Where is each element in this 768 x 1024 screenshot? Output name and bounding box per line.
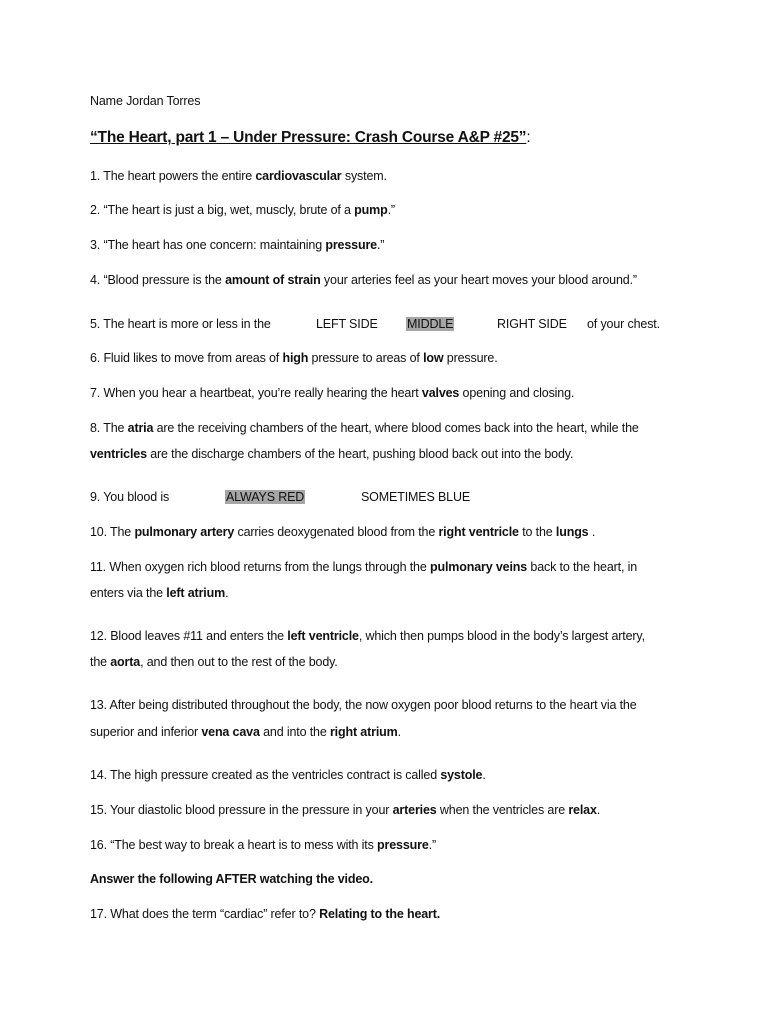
q10-answer-right-ventricle: right ventricle [438,525,519,539]
q5-option-right-side: RIGHT SIDE [497,317,567,331]
q13-tail: . [397,725,401,739]
question-13-line-2 [90,725,401,739]
question-12-line-1 [90,629,645,643]
question-7 [90,386,574,400]
q10-tail: . [588,525,596,539]
q4-tail: your arteries feel as your heart moves your blood around.” [320,273,637,287]
q5-tail: of your chest. [587,317,660,331]
q6-stem: 6. Fluid likes to move from areas of [90,351,283,365]
q2-stem: 2. “The heart is just a big, wet, muscly, brute of a [90,203,355,217]
q13-answer-vena-cava: vena cava [201,725,260,739]
q3-tail: .” [376,238,385,252]
q11-stem-2: enters via the [90,586,167,600]
question-3 [90,238,384,252]
question-2 [90,203,395,217]
q6-tail: pressure. [443,351,498,365]
q6-answer-high: high [282,351,309,365]
q5-option-left-side: LEFT SIDE [316,317,378,331]
question-11-line-1 [90,560,637,574]
q6-answer-low: low [423,351,444,365]
q3-answer: pressure [325,238,377,252]
q7-stem: 7. When you hear a heartbeat, you’re really hearing the heart [90,386,422,400]
q16-stem: 16. “The best way to break a heart is to mess with its [90,838,378,852]
q16-answer: pressure [377,838,429,852]
q4-stem: 4. “Blood pressure is the [90,273,226,287]
q17-stem: 17. What does the term “cardiac” refer to? [90,907,320,921]
q5-option-middle-selected: MIDDLE [407,317,454,331]
q8-tail: are the discharge chambers of the heart, pushing blood back out into the body. [146,447,574,461]
q9-option-always-red-selected: ALWAYS RED [226,490,305,504]
q8-middle: are the receiving chambers of the heart, where blood comes back into the heart, while the [153,421,639,435]
q10-middle-2: to the [518,525,556,539]
question-8-line-1 [90,421,639,435]
title-colon: : [526,129,531,146]
q11-tail: . [225,586,229,600]
question-16 [90,838,436,852]
q15-answer-relax: relax [568,803,597,817]
q7-tail: opening and closing. [459,386,575,400]
q10-answer-lungs: lungs [555,525,589,539]
q12-middle: , which then pumps blood in the body’s largest artery, [358,629,645,643]
q13-answer-right-atrium: right atrium [329,725,398,739]
q1-answer: cardiovascular [255,169,342,183]
question-8-line-2 [90,447,573,461]
question-12-line-2 [90,655,338,669]
q9-option-sometimes-blue: SOMETIMES BLUE [361,490,471,504]
q14-answer: systole [440,768,483,782]
q2-tail: .” [387,203,395,217]
q12-stem-2: the [90,655,111,669]
q11-middle: back to the heart, in [527,560,638,574]
q15-answer-arteries: arteries [392,803,437,817]
q3-stem: 3. “The heart has one concern: maintaining [90,238,326,252]
question-4 [90,273,637,287]
question-9-stem: 9. You blood is [90,490,170,504]
q17-answer: Relating to the heart. [319,907,441,921]
q8-answer-atria: atria [127,421,154,435]
q11-answer-left-atrium: left atrium [166,586,226,600]
question-6 [90,351,498,365]
q7-answer: valves [421,386,460,400]
q14-tail: . [482,768,486,782]
worksheet-title [90,129,530,147]
title-text: “The Heart, part 1 – Under Pressure: Crash Course A&P #25” [90,129,527,146]
student-name: Name Jordan Torres [90,94,201,108]
question-13-line-1: 13. After being distributed throughout the body, the now oxygen poor blood returns to the heart via the [90,698,637,712]
q6-middle: pressure to areas of [308,351,424,365]
q4-answer: amount of strain [225,273,321,287]
question-5-stem: 5. The heart is more or less in the [90,317,271,331]
q1-stem: 1. The heart powers the entire [90,169,256,183]
q10-answer-pulmonary-artery: pulmonary artery [134,525,235,539]
question-10 [90,525,595,539]
q12-tail: , and then out to the rest of the body. [140,655,338,669]
q10-middle: carries deoxygenated blood from the [234,525,439,539]
q2-answer: pump [354,203,388,217]
section-heading-after-video: Answer the following AFTER watching the video. [90,872,373,886]
q11-stem: 11. When oxygen rich blood returns from the lungs through the [90,560,430,574]
question-14 [90,768,486,782]
q15-middle: when the ventricles are [436,803,569,817]
q11-answer-pulmonary-veins: pulmonary veins [429,560,528,574]
q13-stem-2: superior and inferior [90,725,202,739]
question-15 [90,803,600,817]
question-11-line-2 [90,586,228,600]
q15-tail: . [596,803,601,817]
q8-stem: 8. The [90,421,128,435]
q12-answer-aorta: aorta [110,655,141,669]
q10-stem: 10. The [90,525,135,539]
q14-stem: 14. The high pressure created as the ventricles contract is called [90,768,441,782]
q16-tail: .” [428,838,436,852]
q12-stem: 12. Blood leaves #11 and enters the [90,629,288,643]
question-1 [90,169,387,183]
q12-answer-left-ventricle: left ventricle [287,629,359,643]
q1-tail: system. [341,169,387,183]
q8-answer-ventricles: ventricles [90,447,147,461]
q13-middle: and into the [259,725,330,739]
q15-stem: 15. Your diastolic blood pressure in the pressure in your [90,803,393,817]
question-17 [90,907,440,921]
